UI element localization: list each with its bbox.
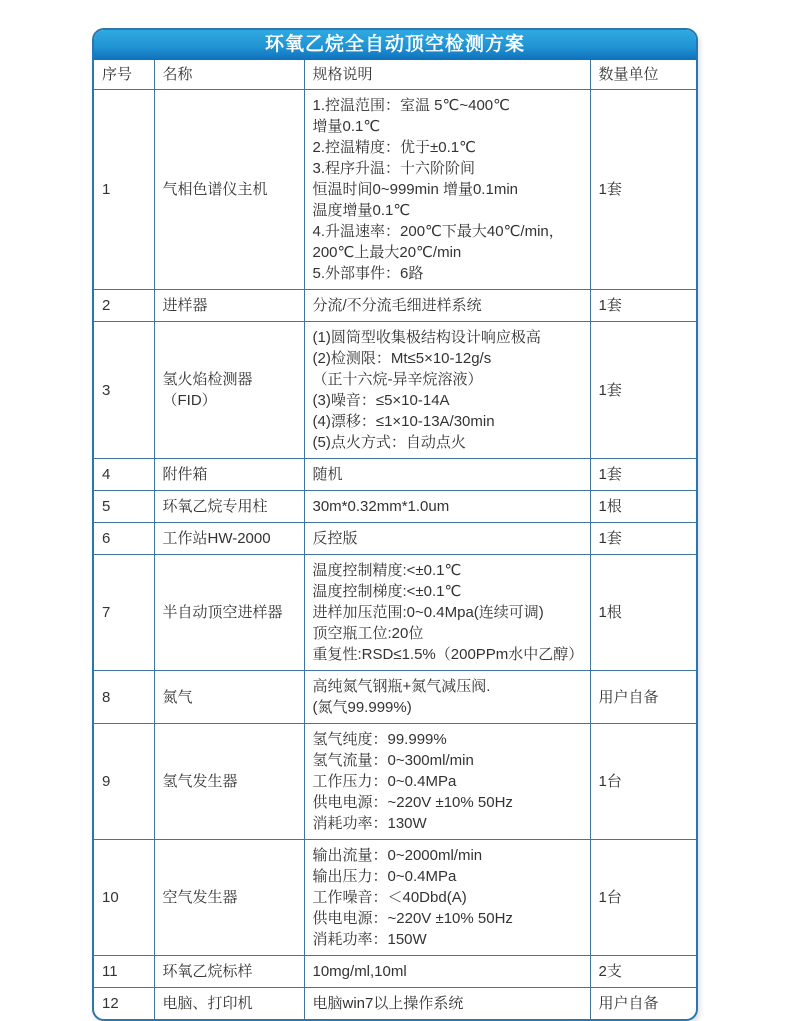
spec-line: 顶空瓶工位:20位 (312, 625, 424, 642)
table-row (94, 523, 698, 555)
table-row (94, 555, 698, 671)
row-spec (304, 555, 590, 671)
spec-line: 供电电源：~220V ±10% 50Hz (312, 794, 513, 811)
spec-line: 恒温时间0~999min 增量0.1min (312, 181, 518, 198)
row-name: 环氧乙烷专用柱 (154, 491, 304, 523)
spec-line: (5)点火方式：自动点火 (312, 434, 466, 451)
panel-title-bar (94, 30, 696, 60)
row-number: 3 (94, 322, 154, 459)
table-row (94, 724, 698, 840)
row-spec (304, 840, 590, 956)
row-qty: 1根 (590, 491, 698, 523)
row-qty: 1根 (590, 555, 698, 671)
row-name: 气相色谱仪主机 (154, 90, 304, 290)
spec-line: 5.外部事件：6路 (312, 265, 424, 282)
table-header (94, 60, 698, 90)
row-spec (304, 671, 590, 724)
header-spec: 规格说明 (304, 60, 590, 90)
row-number: 5 (94, 491, 154, 523)
detection-plan-panel (92, 28, 698, 1021)
row-spec: 随机 (304, 459, 590, 491)
row-name: 进样器 (154, 290, 304, 322)
row-number: 7 (94, 555, 154, 671)
row-number: 4 (94, 459, 154, 491)
row-number: 8 (94, 671, 154, 724)
table-row (94, 322, 698, 459)
row-qty: 用户自备 (590, 671, 698, 724)
table-row (94, 491, 698, 523)
row-name: 半自动顶空进样器 (154, 555, 304, 671)
row-qty: 1套 (590, 90, 698, 290)
spec-line: (3)噪音：≤5×10-14A (312, 392, 450, 409)
spec-table (94, 60, 698, 1019)
spec-line: 进样加压范围:0~0.4Mpa(连续可调) (312, 604, 544, 621)
spec-line: 供电电源：~220V ±10% 50Hz (312, 910, 513, 927)
row-spec: 分流/不分流毛细进样系统 (304, 290, 590, 322)
row-name: 电脑、打印机 (154, 988, 304, 1020)
row-number: 9 (94, 724, 154, 840)
row-qty: 1套 (590, 523, 698, 555)
header-qty: 数量单位 (590, 60, 698, 90)
spec-line: (4)漂移：≤1×10-13A/30min (312, 413, 495, 430)
row-name: 空气发生器 (154, 840, 304, 956)
spec-line: 增量0.1℃ (312, 118, 381, 135)
table-body (94, 90, 698, 1020)
spec-line: 1.控温范围：室温 5℃~400℃ (312, 97, 510, 114)
row-spec: 反控版 (304, 523, 590, 555)
spec-line: 输出流量：0~2000ml/min (312, 847, 483, 864)
row-spec: 电脑win7以上操作系统 (304, 988, 590, 1020)
header-no: 序号 (94, 60, 154, 90)
row-number: 11 (94, 956, 154, 988)
table-row (94, 290, 698, 322)
spec-line: 200℃上最大20℃/min (312, 244, 462, 261)
spec-line: 高纯氮气钢瓶+氮气减压阀. (312, 678, 491, 695)
page-title: 环氧乙烷全自动顶空检测方案 (264, 34, 525, 55)
spec-line: 2.控温精度：优于±0.1℃ (312, 139, 476, 156)
table-row (94, 459, 698, 491)
row-name: 氢火焰检测器（FID） (154, 322, 304, 459)
row-spec: 30m*0.32mm*1.0um (304, 491, 590, 523)
spec-line: 温度增量0.1℃ (312, 202, 411, 219)
spec-line: (2)检测限：Mt≤5×10-12g/s (312, 350, 492, 367)
spec-line: 工作压力：0~0.4MPa (312, 773, 457, 790)
spec-line: 消耗功率：150W (312, 931, 427, 948)
row-number: 12 (94, 988, 154, 1020)
row-spec (304, 90, 590, 290)
row-name: 氢气发生器 (154, 724, 304, 840)
row-number: 10 (94, 840, 154, 956)
table-row (94, 671, 698, 724)
spec-line: （正十六烷-异辛烷溶液） (312, 371, 483, 388)
spec-line: 重复性:RSD≤1.5%（200PPm水中乙醇） (312, 646, 584, 663)
spec-line: (1)圆筒型收集极结构设计响应极高 (312, 329, 541, 346)
row-qty: 用户自备 (590, 988, 698, 1020)
spec-line: 工作噪音：＜40Dbd(A) (312, 889, 467, 906)
spec-line: 温度控制梯度:<±0.1℃ (312, 583, 462, 600)
row-number: 2 (94, 290, 154, 322)
header-row (94, 60, 698, 90)
spec-line: 氢气纯度：99.999% (312, 731, 447, 748)
spec-line: 3.程序升温：十六阶阶间 (312, 160, 476, 177)
header-name: 名称 (154, 60, 304, 90)
row-name: 氮气 (154, 671, 304, 724)
table-row (94, 90, 698, 290)
spec-line: 输出压力：0~0.4MPa (312, 868, 457, 885)
row-qty: 2支 (590, 956, 698, 988)
table-row (94, 840, 698, 956)
spec-line: (氮气99.999%) (312, 699, 412, 716)
spec-line: 消耗功率：130W (312, 815, 427, 832)
spec-line: 温度控制精度:<±0.1℃ (312, 562, 462, 579)
row-qty: 1台 (590, 724, 698, 840)
spec-line: 氢气流量：0~300ml/min (312, 752, 474, 769)
row-name: 附件箱 (154, 459, 304, 491)
row-qty: 1套 (590, 322, 698, 459)
row-name: 环氧乙烷标样 (154, 956, 304, 988)
table-row (94, 988, 698, 1020)
table-row (94, 956, 698, 988)
row-qty: 1套 (590, 290, 698, 322)
row-spec: 10mg/ml,10ml (304, 956, 590, 988)
row-qty: 1套 (590, 459, 698, 491)
row-number: 6 (94, 523, 154, 555)
row-name: 工作站HW-2000 (154, 523, 304, 555)
row-qty: 1台 (590, 840, 698, 956)
row-spec (304, 322, 590, 459)
row-number: 1 (94, 90, 154, 290)
spec-line: 4.升温速率：200℃下最大40℃/min， (312, 223, 564, 240)
row-spec (304, 724, 590, 840)
